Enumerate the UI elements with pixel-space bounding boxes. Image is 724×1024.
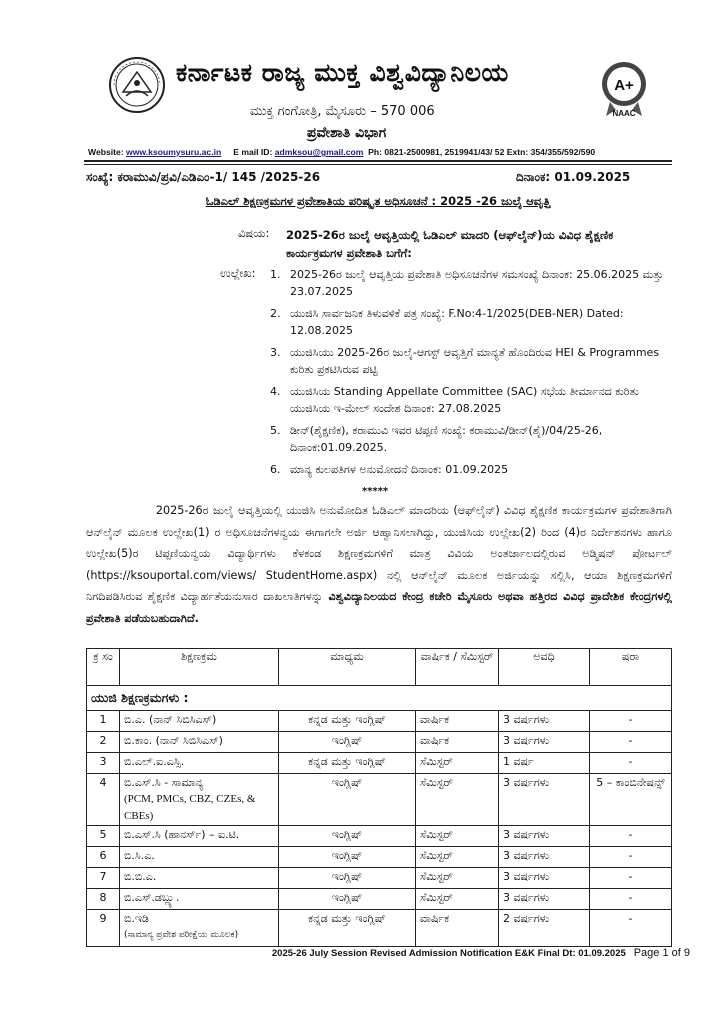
section-row [87, 686, 672, 711]
cell-sl: 3 [87, 753, 120, 774]
col-header-medium: ಮಾಧ್ಯಮ [279, 649, 416, 686]
cell-programme: ಬಿ.ಬಿ.ಎ. [120, 868, 279, 889]
cell-remarks: - [590, 889, 672, 910]
body-text-bold: ವಿಶ್ವವಿದ್ಯಾನಿಲಯದ ಕೇಂದ್ರ ಕಚೇರಿ ಮೈಸೂರು ಅಥವಾ ಹತ್ತಿರದ ವಿವಿಧ ಪ್ರಾದೇಶಿಕ ಕೇಂದ್ರಗಳಲ್ಲಿ ಪ್ರವೇಶಾತಿ ಪಡೆಯಬಹುದಾಗಿದೆ. [86, 590, 672, 625]
website-label: Website: [88, 147, 124, 157]
subject-text: 2025-26ರ ಜುಲೈ ಆವೃತ್ತಿಯಲ್ಲಿ ಓಡಿಎಲ್ ಮಾದರಿ (ಆಫ್‌ಲೈನ್)ಯ ವಿವಿಧ ಶೈಕ್ಷಣಿಕ ಕಾರ್ಯಕ್ರಮಗಳ ಪ್ರವೇಶಾತಿ ಬಗೆಗೆ: [286, 228, 614, 260]
cell-sl: 8 [87, 889, 120, 910]
university-emblem-icon [108, 56, 166, 114]
university-name: ಕರ್ನಾಟಕ ರಾಜ್ಯ ಮುಕ್ತ ವಿಶ್ವವಿದ್ಯಾನಿಲಯ [176, 58, 509, 87]
page-number: Page 1 of 9 [633, 947, 690, 959]
cell-remarks: - [590, 868, 672, 889]
email-link[interactable]: admksou@gmail.com [274, 147, 364, 157]
cell-duration: 3 ವರ್ಷಗಳು [499, 889, 590, 910]
table-header-row [87, 649, 672, 686]
reference-item: 3. ಯುಜಿಸಿಯು 2025-26ರ ಜುಲೈ-ಆಗಸ್ಟ್ ಆವೃತ್ತಿಗೆ ಮಾನ್ಯತೆ ಹೊಂದಿರುವ HEI & Programmes ಕುರಿತು ಪ್ರಕಟಿಸಿರುವ ಪಟ್ಟಿ [270, 346, 660, 376]
cell-duration: 3 ವರ್ಷಗಳು [499, 847, 590, 868]
references-list [270, 266, 672, 483]
phone-numbers: Ph: 0821-2500981, 2519941/43/ 52 Extn: 354/355/592/590 [368, 147, 596, 157]
cell-medium: ಕನ್ನಡ ಮತ್ತು ಇಂಗ್ಲಿಷ್ [279, 711, 416, 732]
cell-type: ವಾರ್ಷಿಕ [416, 732, 499, 753]
table-row [87, 711, 672, 732]
table-row [87, 753, 672, 774]
programme-name: ಬಿ.ಎಸ್.ಸಿ - ಸಾಮಾನ್ಯ [124, 776, 204, 789]
page-footer [270, 947, 690, 959]
cell-programme: ಬಿ.ಎಲ್.ಐ.ಎಸ್ಸಿ. [120, 753, 279, 774]
footer-text: 2025-26 July Session Revised Admission Notification E&K Final Dt: 01.09.2025 [271, 948, 626, 959]
programme-note: (ಸಾಮಾನ್ಯ ಪ್ರವೇಶ ಪರೀಕ್ಷೆಯ ಮೂಲಕ) [124, 930, 239, 940]
cell-programme: ಬಿ.ಎಸ್.ಸಿ (ಹಾನರ್ಸ್) – ಐ.ಟಿ. [120, 826, 279, 847]
naac-badge-icon [596, 58, 652, 120]
svg-text:A+: A+ [614, 77, 634, 94]
table-row [87, 847, 672, 868]
cell-duration: 1 ವರ್ಷ [499, 753, 590, 774]
cell-duration: 3 ವರ್ಷಗಳು [499, 826, 590, 847]
cell-type: ಸೆಮಿಸ್ಟರ್ [416, 826, 499, 847]
programme-note: (PCM, PMCs, CBZ, CZEs, & CBEs) [124, 793, 256, 822]
subject-label: ವಿಷಯ: [238, 226, 270, 240]
cell-medium: ಇಂಗ್ಲಿಷ್ [279, 732, 416, 753]
table-row [87, 732, 672, 753]
cell-remarks: - [590, 711, 672, 732]
cell-type: ವಾರ್ಷಿಕ [416, 711, 499, 732]
cell-medium: ಇಂಗ್ಲಿಷ್ [279, 774, 416, 826]
cell-type: ಸೆಮಿಸ್ಟರ್ [416, 847, 499, 868]
svg-text:NAAC: NAAC [612, 109, 636, 118]
cell-sl: 5 [87, 826, 120, 847]
cell-programme: ಬಿ.ಎ. (ನಾನ್ ಸಿಬಿಸಿಎಸ್) [120, 711, 279, 732]
cell-type: ಸೆಮಿಸ್ಟರ್ [416, 868, 499, 889]
cell-programme: ಬಿ.ಕಾಂ. (ನಾನ್ ಸಿಬಿಸಿಎಸ್) [120, 732, 279, 753]
cell-type: ವಾರ್ಷಿಕ [416, 910, 499, 947]
cell-medium: ಕನ್ನಡ ಮತ್ತು ಇಂಗ್ಲಿಷ್ [279, 910, 416, 947]
cell-programme: ಬಿ.ಸಿ.ಎ. [120, 847, 279, 868]
header-divider-thin [84, 164, 672, 165]
body-paragraph [86, 500, 672, 629]
cell-remarks: - [590, 732, 672, 753]
cell-medium: ಇಂಗ್ಲಿಷ್ [279, 889, 416, 910]
email-label: E mail ID: [233, 147, 273, 157]
cell-programme [120, 774, 279, 826]
notice-title: ಓಡಿಎಲ್ ಶಿಕ್ಷಣಕ್ರಮಗಳ ಪ್ರವೇಶಾತಿಯ ಪರಿಷ್ಕೃತ ಅಧಿಸೂಚನೆ : 2025 -26 ಜುಲೈ ಆವೃತ್ತಿ [205, 194, 551, 208]
cell-remarks: 5 – ಕಾಂಬಿನೇಷನ್ಸ್ [590, 774, 672, 826]
cell-sl: 9 [87, 910, 120, 947]
cell-medium: ಕನ್ನಡ ಮತ್ತು ಇಂಗ್ಲಿಷ್ [279, 753, 416, 774]
cell-sl: 6 [87, 847, 120, 868]
cell-programme: ಬಿ.ಎಸ್.ಡಬ್ಲ್ಯು. [120, 889, 279, 910]
cell-duration: 3 ವರ್ಷಗಳು [499, 711, 590, 732]
col-header-remarks: ಷರಾ [590, 649, 672, 686]
section-separator: ***** [362, 486, 389, 497]
cell-sl: 7 [87, 868, 120, 889]
reference-item: 1. 2025-26ರ ಜುಲೈ ಆವೃತ್ತಿಯ ಪ್ರವೇಶಾತಿ ಅಧಿಸೂಚನೆಗಳ ಸಮಸಂಖ್ಯೆ ದಿನಾಂಕ: 25.06.2025 ಮತ್ತು 23.07.2025 [270, 268, 664, 298]
reference-item: 6. ಮಾನ್ಯ ಕುಲಪತಿಗಳ ಅನುಮೋದನೆ ದಿನಾಂಕ: 01.09.2025 [270, 463, 509, 476]
cell-sl: 1 [87, 711, 120, 732]
col-header-sl: ಕ್ರ ಸಂ [87, 649, 120, 686]
cell-medium: ಇಂಗ್ಲಿಷ್ [279, 826, 416, 847]
website-link[interactable]: www.ksoumysuru.ac.in [126, 147, 222, 157]
cell-sl: 2 [87, 732, 120, 753]
table-row [87, 889, 672, 910]
contact-line [88, 147, 658, 157]
section-title: ಯುಜಿ ಶಿಕ್ಷಣಕ್ರಮಗಳು : [87, 686, 672, 711]
cell-remarks: - [590, 826, 672, 847]
cell-medium: ಇಂಗ್ಲಿಷ್ [279, 868, 416, 889]
header-divider [84, 160, 672, 162]
cell-type: ಸೆಮಿಸ್ಟರ್ [416, 889, 499, 910]
reference-item: 2. ಯುಜಿಸಿ ಸಾರ್ವಜನಿಕ ತಿಳುವಳಿಕೆ ಪತ್ರ ಸಂಖ್ಯೆ: F.No:4-1/2025(DEB-NER) Dated: 12.08.2025 [270, 307, 624, 337]
reference-number: ಸಂಖ್ಯೆ: ಕರಾಮುವಿ/ಪ್ರವಿ/ಎಡಿಎಂ-1/ 145 /2025-26 [86, 170, 321, 184]
col-header-duration: ಅವಧಿ [499, 649, 590, 686]
cell-duration: 3 ವರ್ಷಗಳು [499, 774, 590, 826]
department-name: ಪ್ರವೇಶಾತಿ ವಿಭಾಗ [307, 125, 387, 141]
cell-sl: 4 [87, 774, 120, 826]
cell-remarks: - [590, 910, 672, 947]
cell-remarks: - [590, 847, 672, 868]
programmes-table [86, 648, 672, 947]
cell-programme [120, 910, 279, 947]
references-label: ಉಲ್ಲೇಖ: [220, 266, 256, 280]
col-header-programme: ಶಿಕ್ಷಣಕ್ರಮ [120, 649, 279, 686]
cell-duration: 2 ವರ್ಷಗಳು [499, 910, 590, 947]
cell-type: ಸೆಮಿಸ್ಟರ್ [416, 753, 499, 774]
notice-date: ದಿನಾಂಕ: 01.09.2025 [516, 170, 631, 184]
reference-item: 4. ಯುಜಿಸಿಯ Standing Appellate Committee (SAC) ಸಭೆಯ ತೀರ್ಮಾನದ ಕುರಿತು ಯುಜಿಸಿಯ ಇ-ಮೇಲ್ ಸಂದೇಶ ದಿನಾಂಕ: 27.08.2025 [270, 385, 639, 415]
cell-remarks: - [590, 753, 672, 774]
col-header-annual-semester: ವಾರ್ಷಿಕ / ಸೆಮಿಸ್ಟರ್ [416, 649, 499, 686]
cell-duration: 3 ವರ್ಷಗಳು [499, 868, 590, 889]
programme-name: ಬಿ.ಇಡಿ [124, 912, 149, 925]
reference-item: 5. ಡೀನ್(ಶೈಕ್ಷಣಿಕ), ಕರಾಮುವಿ ಇವರ ಟಿಪ್ಪಣಿ ಸಂಖ್ಯೆ: ಕರಾಮುವಿ/ಡೀನ್(ಶೈ)/04/25-26, ದಿನಾಂಕ:01.09.2025. [270, 424, 603, 454]
cell-duration: 3 ವರ್ಷಗಳು [499, 732, 590, 753]
cell-medium: ಇಂಗ್ಲಿಷ್ [279, 847, 416, 868]
cell-type: ಸೆಮಿಸ್ಟರ್ [416, 774, 499, 826]
table-row [87, 774, 672, 826]
table-row [87, 868, 672, 889]
body-text: 2025-26ರ ಜುಲೈ ಆವೃತ್ತಿಯಲ್ಲಿ ಯುಜಿಸಿ ಅನುಮೋದಿತ ಓಡಿಎಲ್ ಮಾದರಿಯ (ಆಫ್‌ಲೈನ್) ವಿವಿಧ ಶೈಕ್ಷಣಿಕ ಕಾರ್ಯಕ್ರಮಗಳ ಪ್ರವೇಶಾತಿಗಾಗಿ ಆನ್‌ಲೈನ್ ಮೂಲಕ ಉಲ್ಲೇಖ(1) ರ ಅಧಿಸೂಚನೆಗಳನ್ವಯ ಈಗಾಗಲೇ ಅರ್ಜಿ ಆಹ್ವಾನಿಸಲಾಗಿದ್ದು, ಯುಜಿಸಿಯ ಉಲ್ಲೇಖ(2) ರಿಂದ (4)ರ ನಿರ್ದೇಶನಗಳು ಹಾಗೂ ಉಲ್ಲೇಖ(5)ರ ಟಿಪ್ಪಣಿಯನ್ವಯ ವಿದ್ಯಾರ್ಥಿಗಳು ಕೆಳಕಂಡ ಶಿಕ್ಷಣಕ್ರಮಗಳಿಗೆ ಮಾತ್ರ ವಿವಿಯ ಅಂತರ್ಜಾಲದಲ್ಲಿರುವ ಅಡ್ಮಿಷನ್ ಪೋರ್ಟಲ್ (https://ksouportal.com/views/ StudentHome.aspx) ನಲ್ಲಿ ಆನ್‌ಲೈನ್ ಮೂಲಕ ಅರ್ಜಿಯನ್ನು ಸಲ್ಲಿಸಿ, ಆಯಾ ಶಿಕ್ಷಣಕ್ರಮಗಳಿಗೆ ನಿಗದಿಪಡಿಸಿರುವ ಶೈಕ್ಷಣಿಕ ವಿದ್ಯಾರ್ಹತೆಯನುಸಾರ ದಾಖಲಾತಿಗಳನ್ನು [86, 504, 672, 603]
table-row [87, 826, 672, 847]
table-row [87, 910, 672, 947]
university-address: ಮುಕ್ತ ಗಂಗೋತ್ರಿ, ಮೈಸೂರು – 570 006 [250, 104, 435, 119]
